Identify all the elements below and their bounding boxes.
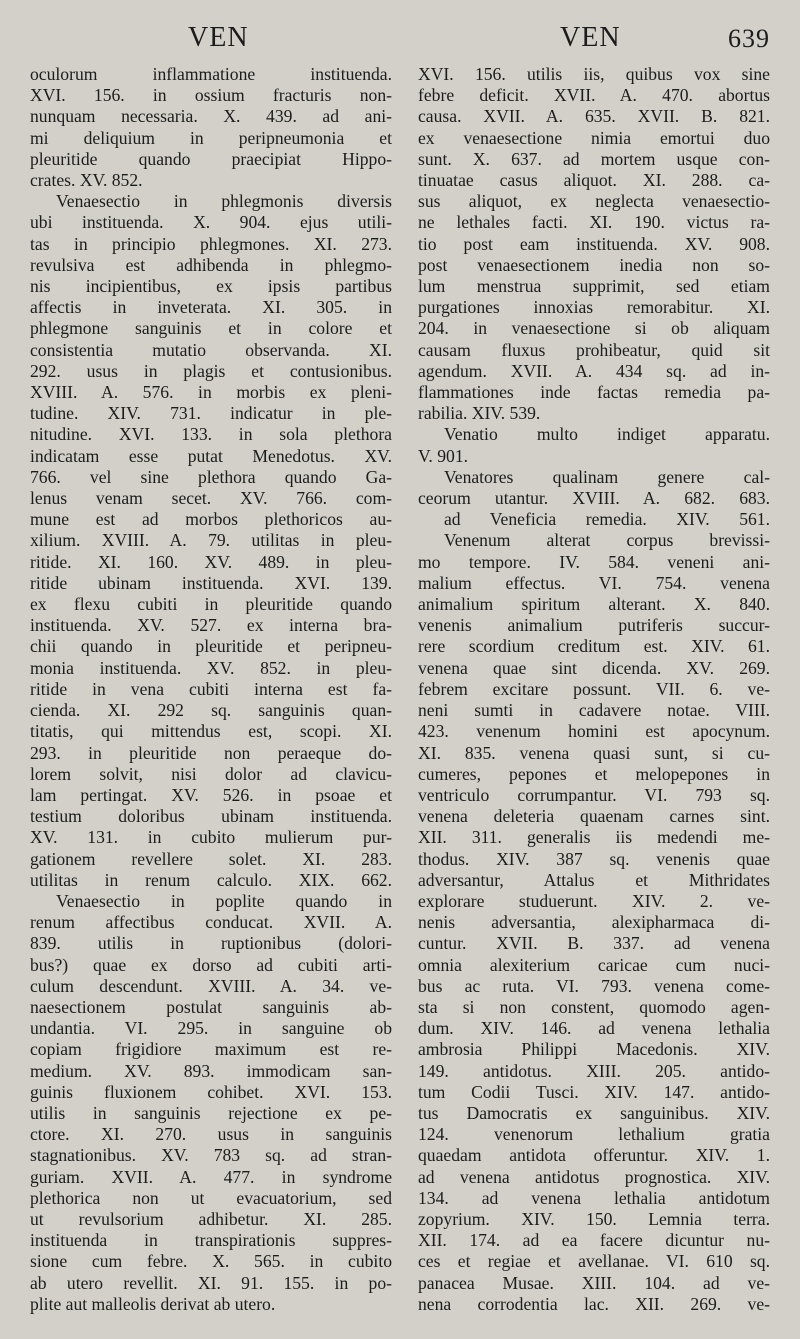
running-header [0,22,800,62]
text-line: sione cum febre. X. 565. in cubito [30,1251,392,1272]
text-line: culum descendunt. XVIII. A. 34. ve- [30,975,392,996]
text-line: 766. vel sine plethora quando Ga- [30,466,392,487]
text-line: purgationes innoxias remorabitur. XI. [418,297,770,318]
text-line: phlegmone sanguinis et in colore et [30,318,392,339]
text-line: ex venaesectione nimia emortui duo [418,127,770,148]
text-line: mune est ad morbos plethoricos au- [30,509,392,530]
text-line: omnia alexiterium caricae cum nuci- [418,954,770,975]
text-line: quaedam antidota offeruntur. XIV. 1. [418,1145,770,1166]
text-line: ad venena antidotus prognostica. XIV. [418,1166,770,1187]
text-line: cienda. XI. 292 sq. sanguinis quan- [30,700,392,721]
text-line: XVI. 156. in ossium fracturis non- [30,85,392,106]
text-line: naesectionem postulat sanguinis ab- [30,996,392,1017]
text-line: tudine. XIV. 731. indicatur in ple- [30,403,392,424]
text-line: tas in principio phlegmones. XI. 273. [30,233,392,254]
text-line: nena corrodentia lac. XII. 269. ve- [418,1293,770,1314]
text-line: febrem excitare possunt. VII. 6. ve- [418,678,770,699]
text-line: utilis in sanguinis rejectione ex pe- [30,1102,392,1123]
text-line: lenus venam secet. XV. 766. com- [30,488,392,509]
text-line: 124. venenorum lethalium gratia [418,1124,770,1145]
text-line: gationem revellere solet. XI. 283. [30,848,392,869]
text-line: 423. venenum homini est apocynum. [418,721,770,742]
text-line: cuntur. XVII. B. 337. ad venena [418,933,770,954]
text-line: ab utero revellit. XI. 91. 155. in po- [30,1272,392,1293]
text-line: Venaesectio in phlegmonis diversis [56,191,392,212]
left-column [30,64,392,1315]
text-line: bus ac ruta. VI. 793. venena come- [418,975,770,996]
text-line: 293. in pleuritide non peraeque do- [30,742,392,763]
text-line: animalium spiritum alterant. X. 840. [418,594,770,615]
text-line: 204. in venaesectione si ob aliquam [418,318,770,339]
text-line: Venatio multo indiget apparatu. [444,424,770,445]
text-line: ces et regiae et avellanae. VI. 610 sq. [418,1251,770,1272]
text-line: consistentia mutatio observanda. XI. [30,339,392,360]
text-line: tio post eam instituenda. XV. 908. [418,233,770,254]
text-line: tus Damocratis ex sanguinibus. XIV. [418,1102,770,1123]
text-line: lorem solvit, nisi dolor ad clavicu- [30,763,392,784]
header-right-word: VEN [560,22,621,53]
text-line: ut revulsorium adhibetur. XI. 285. [30,1208,392,1229]
text-line: lam pertingat. XV. 526. in psoae et [30,784,392,805]
text-line: agendum. XVII. A. 434 sq. ad in- [418,360,770,381]
text-line: utilitas in renum calculo. XIX. 662. [30,869,392,890]
text-line: venena deleteria quaenam carnes sint. [418,806,770,827]
text-line: thodus. XIV. 387 sq. venenis quae [418,848,770,869]
text-line: XVIII. A. 576. in morbis ex pleni- [30,382,392,403]
text-line: febre deficit. XVII. A. 470. abortus [418,85,770,106]
text-line: crates. XV. 852. [30,170,143,191]
text-line: Venenum alterat corpus brevissi- [444,530,770,551]
text-line: XII. 174. ad ea facere dicuntur nu- [418,1230,770,1251]
text-line: causa. XVII. A. 635. XVII. B. 821. [418,106,770,127]
text-line: dum. XIV. 146. ad venena lethalia [418,1018,770,1039]
text-line: sunt. X. 637. ad mortem usque con- [418,148,770,169]
text-line: monia instituenda. XV. 852. in pleu- [30,657,392,678]
text-line: ambrosia Philippi Macedonis. XIV. [418,1039,770,1060]
text-line: neni sumti in cadavere notae. VIII. [418,700,770,721]
text-line: oculorum inflammatione instituenda. [30,64,392,84]
text-line: testium doloribus ubinam instituenda. [30,806,392,827]
text-line: stagnationibus. XV. 783 sq. ad stran- [30,1145,392,1166]
text-line: ritide ubinam instituenda. XVI. 139. [30,572,392,593]
text-line: zopyrium. XIV. 150. Lemnia terra. [418,1208,770,1229]
text-line: tinuatae casus aliquot. XI. 288. ca- [418,170,770,191]
text-line: causam fluxus prohibeatur, quid sit [418,339,770,360]
text-line: guriam. XVII. A. 477. in syndrome [30,1166,392,1187]
text-line: venenis animalium putriferis succur- [418,615,770,636]
text-line: instituenda in transpirationis suppres- [30,1230,392,1251]
text-line: XI. 835. venena quasi sunt, si cu- [418,742,770,763]
text-line: guinis fluxionem cohibet. XVI. 153. [30,1081,392,1102]
text-line: post venaesectionem inedia non so- [418,254,770,275]
text-line: Venatores qualinam genere cal- [444,466,770,487]
text-line: panacea Musae. XIII. 104. ad ve- [418,1272,770,1293]
text-line: affectis in inveterata. XI. 305. in [30,297,392,318]
text-line: ventriculo corrumpantur. VI. 793 sq. [418,784,770,805]
text-line: 134. ad venena lethalia antidotum [418,1187,770,1208]
text-line: explorare studuerunt. XIV. 2. ve- [418,890,770,911]
text-line: titatis, qui mittendus est, scopi. XI. [30,721,392,742]
text-line: flammationes inde factas remedia pa- [418,382,770,403]
text-line: Venaesectio in poplite quando in [56,890,392,911]
text-line: venena quae sint dicenda. XV. 269. [418,657,770,678]
text-line: XII. 311. generalis iis medendi me- [418,827,770,848]
text-line: ex flexu cubiti in pleuritide quando [30,594,392,615]
text-line: xilium. XVIII. A. 79. utilitas in pleu- [30,530,392,551]
text-line: ritide. XI. 160. XV. 489. in pleu- [30,551,392,572]
text-line: 292. usus in plagis et contusionibus. [30,360,392,381]
text-line: ctore. XI. 270. usus in sanguinis [30,1124,392,1145]
text-line: mo tempore. IV. 584. veneni ani- [418,551,770,572]
text-line: XVI. 156. utilis iis, quibus vox sine [418,64,770,84]
text-line: sus aliquot, ex neglecta venaesectio- [418,191,770,212]
text-line: nis incipientibus, ex ipsis partibus [30,276,392,297]
text-line: ceorum utantur. XVIII. A. 682. 683. [418,488,770,509]
text-line: nenis adversantia, alexipharmaca di- [418,912,770,933]
text-line: ne lethales facti. XI. 190. victus ra- [418,212,770,233]
text-line: ad Veneficia remedia. XIV. 561. [444,509,770,530]
text-line: renum affectibus conducat. XVII. A. [30,912,392,933]
text-line: sta si non constent, quomodo agen- [418,996,770,1017]
text-line: malium effectus. VI. 754. venena [418,572,770,593]
text-line: copiam frigidiore maximum est re- [30,1039,392,1060]
text-line: tum Codii Tusci. XIV. 147. antido- [418,1081,770,1102]
page-number: 639 [728,24,770,53]
text-line: plethorica non ut evacuatorium, sed [30,1187,392,1208]
header-left-word: VEN [188,22,249,53]
text-line: cumeres, pepones et melopepones in [418,763,770,784]
text-line: nitudine. XVI. 133. in sola plethora [30,424,392,445]
text-line: revulsiva est adhibenda in phlegmo- [30,254,392,275]
text-line: XV. 131. in cubito mulierum pur- [30,827,392,848]
text-line: nunquam necessaria. X. 439. ad ani- [30,106,392,127]
text-line: ubi instituenda. X. 904. ejus utili- [30,212,392,233]
text-line: adversantur, Attalus et Mithridates [418,869,770,890]
text-line: pleuritide quando praecipiat Hippo- [30,148,392,169]
text-line: mi deliquium in peripneumonia et [30,127,392,148]
text-line: 149. antidotus. XIII. 205. antido- [418,1060,770,1081]
text-line: lum menstrua supprimit, sed etiam [418,276,770,297]
text-line: rere scordium creditum est. XIV. 61. [418,636,770,657]
text-line: ritide in vena cubiti interna est fa- [30,678,392,699]
text-line: chii quando in pleuritide et peripneu- [30,636,392,657]
right-column [418,64,770,1315]
text-line: medium. XV. 893. immodicam san- [30,1060,392,1081]
text-line: bus?) quae ex dorso ad cubiti arti- [30,954,392,975]
text-line: instituenda. XV. 527. ex interna bra- [30,615,392,636]
text-line: indicatam esse putat Menedotus. XV. [30,445,392,466]
text-line: undantia. VI. 295. in sanguine ob [30,1018,392,1039]
text-line: plite aut malleolis derivat ab utero. [30,1293,276,1314]
text-line: 839. utilis in ruptionibus (dolori- [30,933,392,954]
text-line: V. 901. [418,445,469,466]
text-line: rabilia. XIV. 539. [418,403,541,424]
